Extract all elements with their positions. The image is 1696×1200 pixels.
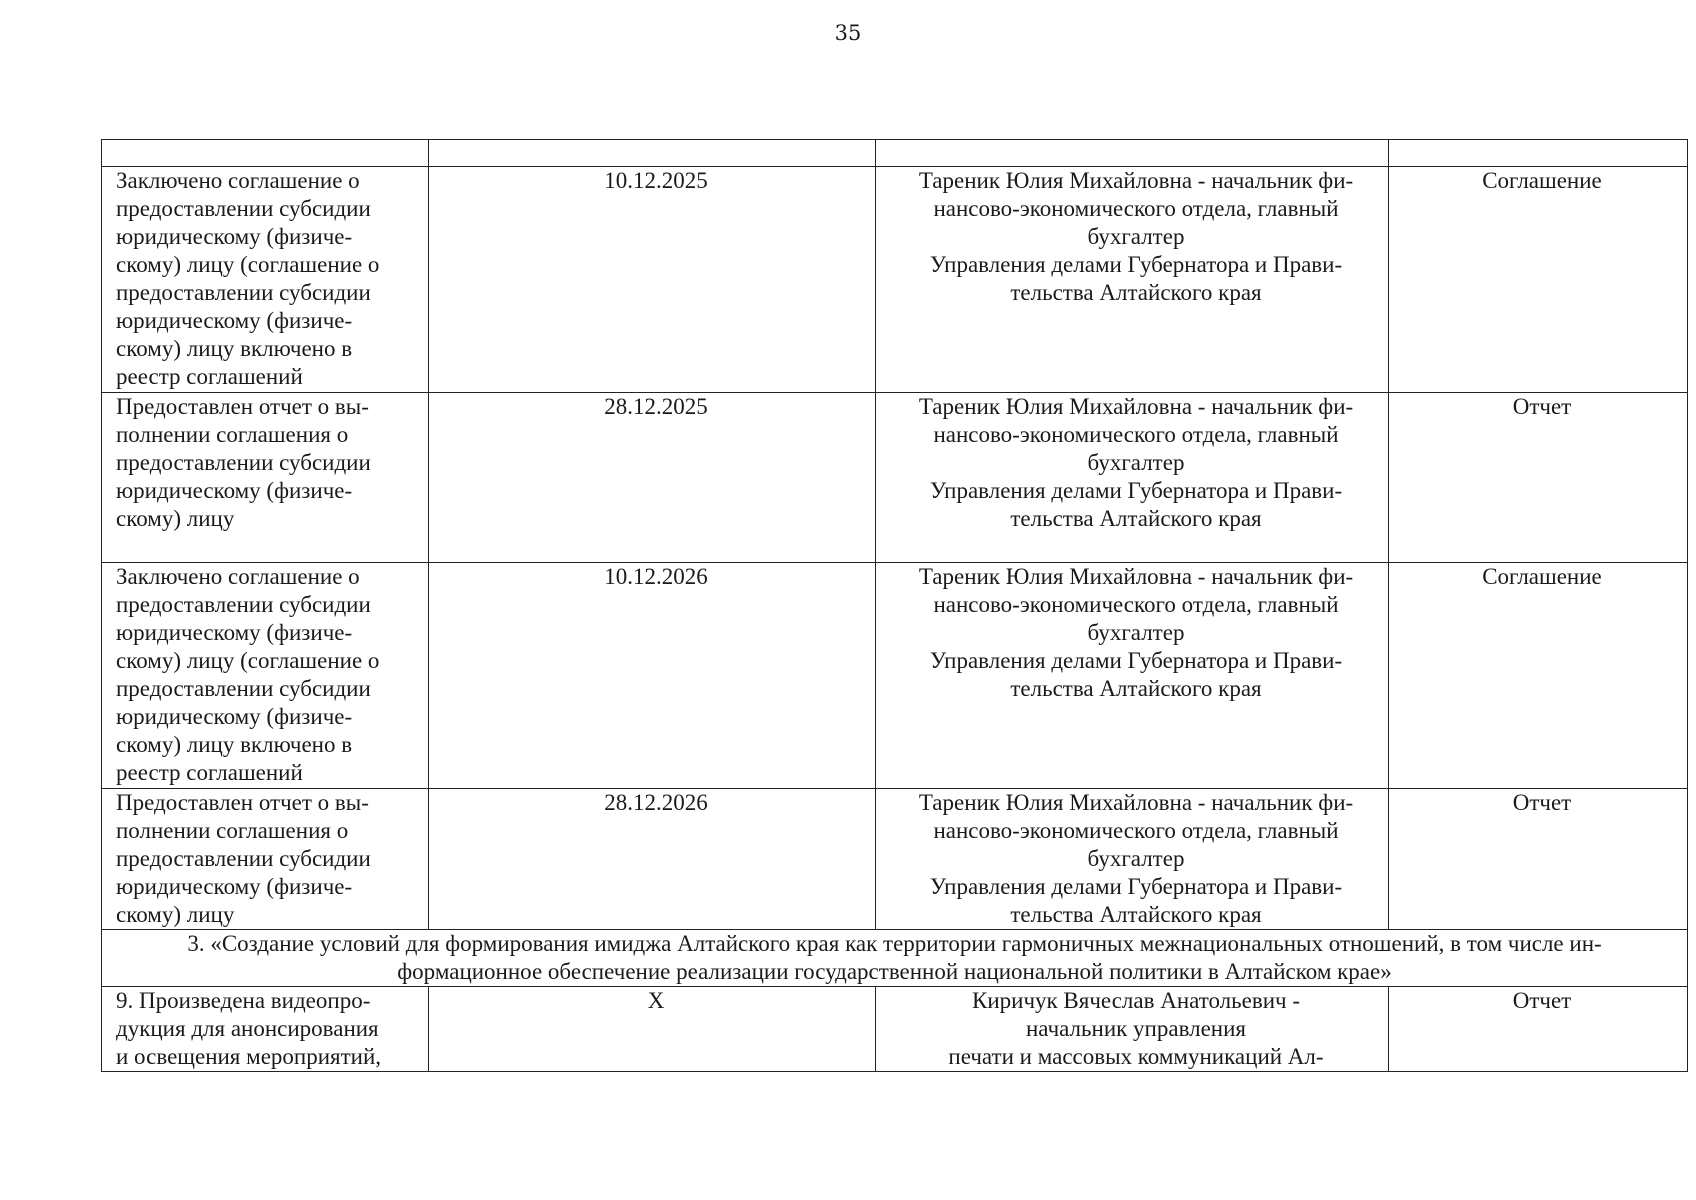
responsible-line: нансово-экономического отдела, главный [933,592,1339,617]
event-line: скому) лицу (соглашение о [116,648,380,673]
table-cell [1389,140,1688,167]
document-cell: Соглашение [1389,563,1688,789]
event-line: и освещения мероприятий, [116,1044,382,1069]
responsible-line: нансово-экономического отдела, главный [933,818,1339,843]
responsible-line: Управления делами Губернатора и Прави- [929,478,1343,503]
table-row [102,393,1688,563]
event-line: скому) лицу включено в [116,732,353,757]
event-line: реестр соглашений [116,364,303,389]
event-line: юридическому (физиче- [116,704,353,729]
table-header-spacer-row [102,140,1688,167]
section-heading [102,930,1688,987]
table-cell [102,140,429,167]
event-line: предоставлении субсидии [116,846,371,871]
table-row [102,987,1688,1072]
document-cell: Соглашение [1389,167,1688,393]
responsible-line: Киричук Вячеслав Анатольевич - [971,988,1301,1013]
date-cell: 10.12.2026 [429,563,876,789]
section-heading-line: 3. «Создание условий для формирования имиджа Алтайского края как территории гармоничных межнациональных отношений, в том числе ин- [187,931,1602,956]
document-cell: Отчет [1389,393,1688,563]
responsible-line: тельства Алтайского края [1010,902,1262,927]
table-row [102,563,1688,789]
event-line: Заключено соглашение о [116,564,360,589]
responsible-cell [876,393,1389,563]
event-cell [102,987,429,1072]
document-cell: Отчет [1389,789,1688,930]
event-line: юридическому (физиче- [116,224,353,249]
responsible-line: тельства Алтайского края [1010,280,1262,305]
date-cell: 28.12.2026 [429,789,876,930]
event-line: предоставлении субсидии [116,592,371,617]
responsible-line: Тареник Юлия Михайловна - начальник фи- [918,394,1354,419]
event-line: юридическому (физиче- [116,308,353,333]
responsible-line: печати и массовых коммуникаций Ал- [948,1044,1324,1069]
event-cell [102,393,429,563]
event-line: предоставлении субсидии [116,676,371,701]
responsible-line: бухгалтер [1087,846,1185,871]
event-line: 9. Произведена видеопро- [116,988,371,1013]
responsible-line: Управления делами Губернатора и Прави- [929,252,1343,277]
document-cell: Отчет [1389,987,1688,1072]
responsible-cell [876,563,1389,789]
responsible-line: тельства Алтайского края [1010,676,1262,701]
responsible-line: Управления делами Губернатора и Прави- [929,648,1343,673]
table-cell [429,140,876,167]
event-cell [102,563,429,789]
event-line: юридическому (физиче- [116,478,353,503]
event-line: Предоставлен отчет о вы- [116,790,369,815]
plan-table [101,139,1688,1072]
event-line: скому) лицу (соглашение о [116,252,380,277]
responsible-cell [876,987,1389,1072]
responsible-line: бухгалтер [1087,450,1185,475]
responsible-cell [876,789,1389,930]
event-line: дукция для анонсирования [116,1016,379,1041]
event-line: скому) лицу [116,902,235,927]
responsible-line: бухгалтер [1087,620,1185,645]
table-row [102,167,1688,393]
date-cell: Х [429,987,876,1072]
section-heading-line: формационное обеспечение реализации государственной национальной политики в Алтайском крае» [397,959,1392,984]
table-row [102,789,1688,930]
event-line: Заключено соглашение о [116,168,360,193]
event-line: скому) лицу [116,506,235,531]
responsible-line: Тареник Юлия Михайловна - начальник фи- [918,564,1354,589]
event-line: Предоставлен отчет о вы- [116,394,369,419]
responsible-line: нансово-экономического отдела, главный [933,422,1339,447]
responsible-line: нансово-экономического отдела, главный [933,196,1339,221]
event-line: юридическому (физиче- [116,874,353,899]
responsible-line: Тареник Юлия Михайловна - начальник фи- [918,790,1354,815]
responsible-line: начальник управления [1025,1016,1247,1041]
event-line: юридическому (физиче- [116,620,353,645]
event-line: предоставлении субсидии [116,280,371,305]
responsible-cell [876,167,1389,393]
event-line: предоставлении субсидии [116,196,371,221]
event-cell [102,789,429,930]
event-line: полнении соглашения о [116,818,349,843]
event-line: реестр соглашений [116,760,303,785]
event-line: скому) лицу включено в [116,336,353,361]
date-cell: 10.12.2025 [429,167,876,393]
responsible-line: бухгалтер [1087,224,1185,249]
section-heading-row [102,930,1688,987]
responsible-line: тельства Алтайского края [1010,506,1262,531]
date-cell: 28.12.2025 [429,393,876,563]
table-cell [876,140,1389,167]
event-line: предоставлении субсидии [116,450,371,475]
page-number: 35 [834,21,862,45]
event-line: полнении соглашения о [116,422,349,447]
responsible-line: Управления делами Губернатора и Прави- [929,874,1343,899]
event-cell [102,167,429,393]
responsible-line: Тареник Юлия Михайловна - начальник фи- [918,168,1354,193]
